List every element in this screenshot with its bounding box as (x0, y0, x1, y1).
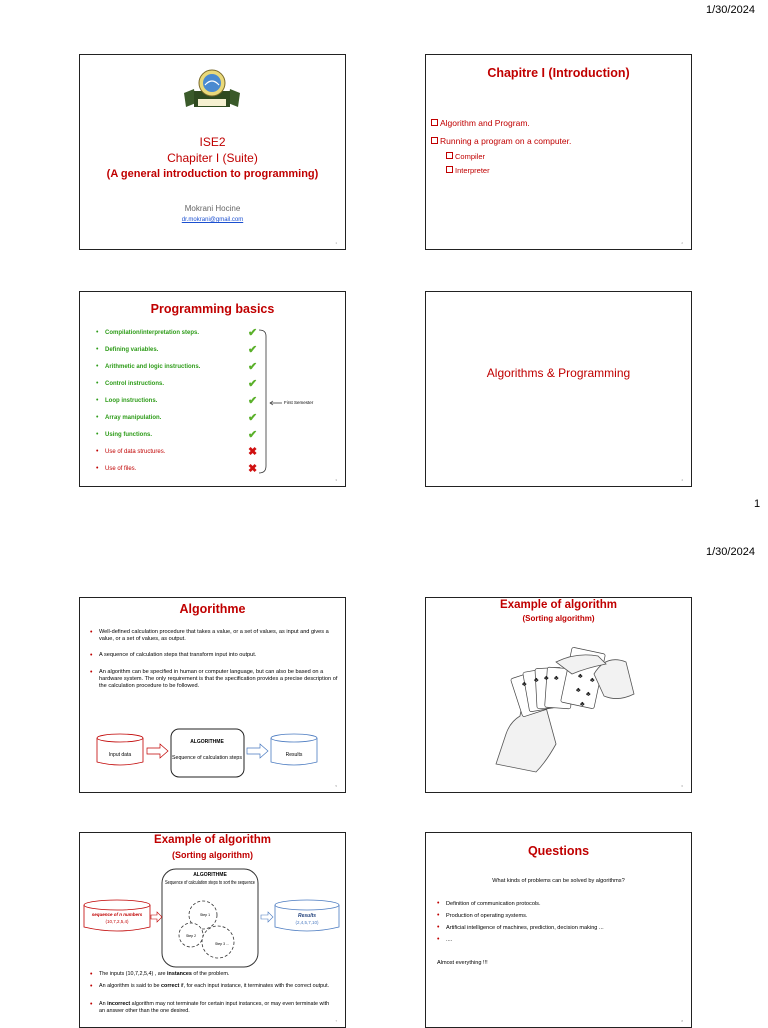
basics-item: • Compilation/interpretation steps. (96, 329, 200, 336)
checkmark-icon: ✔ (248, 412, 258, 424)
basics-item: • Use of data structures. (96, 448, 166, 455)
box-text-line1: Sequence of calculation steps (172, 755, 243, 761)
page-number: 1 (754, 498, 761, 510)
slide5-title: Algorithme (179, 602, 246, 616)
arrow-right-icon (261, 912, 273, 922)
slide-number: 6 (681, 784, 683, 788)
algorithme-box-title: ALGORITHME (190, 739, 224, 745)
arrow-right-icon (151, 912, 162, 922)
slide3-title: Programming basics (150, 302, 275, 316)
question-text: What kinds of problems can be solved by algorithms? (492, 878, 625, 884)
cross-icon: ✖ (248, 463, 258, 475)
checkmark-icon: ✔ (248, 361, 258, 373)
slide7-title: Example of algorithm (154, 834, 271, 846)
sorting-box-text-line: Sequence of calculation steps to sort the sequence (165, 880, 256, 886)
sequence-value: (10,7,2,5,4) (105, 919, 129, 924)
slide-number: 3 (335, 478, 337, 482)
checkmark-icon: ✔ (248, 429, 258, 441)
bullet: • Artificial intelligence of machines, prediction, decision making ... (437, 924, 604, 931)
svg-text:♣: ♣ (578, 673, 583, 680)
algorithm-diagram (80, 726, 346, 782)
slide-algorithme[interactable] (79, 597, 346, 793)
basics-item: • Using functions. (96, 431, 152, 438)
slide2-title: Chapitre I (Introduction) (487, 66, 630, 80)
sorting-diagram (80, 867, 346, 969)
bullet: • Well-defined calculation procedure that takes a value, or a set of values, as input and gives a value, or a set of values, as output. (90, 629, 329, 642)
sorting-box-title: ALGORITHME (193, 872, 227, 878)
basics-item: • Use of files. (96, 465, 137, 472)
bullet: • .... (437, 936, 453, 943)
checkbox-square-icon (431, 119, 438, 126)
checkmark-icon: ✔ (248, 395, 258, 407)
subitem-interpreter: Interpreter (446, 166, 490, 175)
sequence-label: sequence of n numbers (91, 912, 143, 917)
slide-number: 4 (681, 478, 683, 482)
slide6-title: Example of algorithm (500, 599, 617, 611)
slide-example-cards[interactable] (425, 597, 692, 793)
checkmark-icon: ✔ (248, 344, 258, 356)
slide8-title: Questions (527, 844, 590, 858)
arrow-right-icon (147, 744, 168, 758)
input-label: Input data (108, 752, 132, 758)
playing-cards-hand-illustration (486, 634, 636, 774)
checkbox-square-icon (446, 166, 453, 173)
slide-chapitre[interactable] (425, 54, 692, 250)
sequence-input-cylinder (84, 900, 150, 931)
slide-number: 8 (681, 1019, 683, 1023)
svg-text:♣: ♣ (534, 677, 539, 684)
slide1-title: ISE2 (199, 135, 226, 149)
slide-example-sorting[interactable] (79, 832, 346, 1028)
bullet: • A sequence of calculation steps that transform input into output. (90, 652, 257, 659)
slide6-subtitle: (Sorting algorithm) (522, 614, 595, 623)
slide7-subtitle: (Sorting algorithm) (172, 850, 253, 860)
checkmark-icon: ✔ (248, 378, 258, 390)
box-text (172, 755, 243, 761)
gear-step-2: Step 2 (185, 934, 197, 938)
first-semester-label: First Semester (284, 400, 314, 405)
svg-text:♣: ♣ (544, 675, 549, 682)
page-date: 1/30/2024 (706, 4, 755, 16)
results-label: Results (285, 752, 303, 758)
basics-item: • Arithmetic and logic instructions. (96, 363, 201, 370)
slide-title[interactable] (79, 54, 346, 250)
university-logo (182, 63, 242, 115)
checkmark-icon: ✔ (248, 327, 258, 339)
slide4-title: Algorithms & Programming (486, 366, 631, 380)
slide-number: 7 (335, 1019, 337, 1023)
results-cylinder (271, 734, 317, 765)
slide1-course: (A general introduction to programming) (106, 168, 319, 180)
sorted-results-cylinder (275, 900, 339, 931)
gear-step-3: Step 3 ... (214, 942, 230, 946)
slide-number: 5 (335, 784, 337, 788)
checkbox-square-icon (446, 152, 453, 159)
input-cylinder (97, 734, 143, 765)
slide1-subtitle: Chapiter I (Suite) (167, 151, 258, 165)
page-date: 1/30/2024 (706, 546, 755, 558)
slide-programming-basics[interactable] (79, 291, 346, 487)
sorting-box-text (165, 880, 255, 886)
svg-text:♣: ♣ (580, 701, 585, 708)
basics-item: • Loop instructions. (96, 397, 158, 404)
arrow-left-icon (268, 400, 284, 406)
cross-icon: ✖ (248, 446, 258, 458)
gear-step-1: Step 1 (199, 913, 211, 917)
bullet: • An algorithm is said to be correct if, for each input instance, it terminates with the correct output. (90, 983, 330, 990)
svg-text:♣: ♣ (522, 681, 527, 688)
bullet: • Definition of communication protocols. (437, 900, 541, 907)
bullet: • Production of operating systems. (437, 912, 528, 919)
svg-text:♣: ♣ (576, 687, 581, 694)
arrow-right-icon (247, 744, 268, 758)
slide-questions[interactable] (425, 832, 692, 1028)
bullet: • An algorithm can be specified in human or computer language, but can also be based on a hardware system. The only requirement is that the specification provides a precise description of the calculation procedure to be followed. (90, 669, 338, 689)
slide-number: 2 (681, 241, 683, 245)
slide-algorithms-programming[interactable] (425, 291, 692, 487)
bullet: • The inputs (10,7,2,5,4) , are instances of the problem. (90, 971, 230, 978)
svg-text:♣: ♣ (554, 675, 559, 682)
basics-item: • Defining variables. (96, 346, 159, 353)
basics-item: • Control instructions. (96, 380, 164, 387)
sorted-results-label: Results (297, 913, 317, 919)
checkbox-square-icon (431, 137, 438, 144)
author-name: Mokrani Hocine (184, 204, 241, 213)
sorted-results-value: (2,4,5,7,10) (295, 920, 319, 925)
subitem-compiler: Compiler (446, 152, 485, 161)
basics-item: • Array manipulation. (96, 414, 162, 421)
slide-number: 1 (335, 241, 337, 245)
svg-text:♣: ♣ (586, 691, 591, 698)
author-email-link[interactable]: dr.mokrani@gmail.com (181, 217, 244, 223)
bullet: • An incorrect algorithm may not terminate for certain input instances, or may even terminate with an answer other than the one desired. (90, 1001, 330, 1014)
svg-text:♣: ♣ (590, 677, 595, 684)
closing-text: Almost everything !!! (437, 960, 488, 966)
item-algorithm: Algorithm and Program. (431, 118, 530, 128)
item-running: Running a program on a computer. (431, 136, 571, 146)
